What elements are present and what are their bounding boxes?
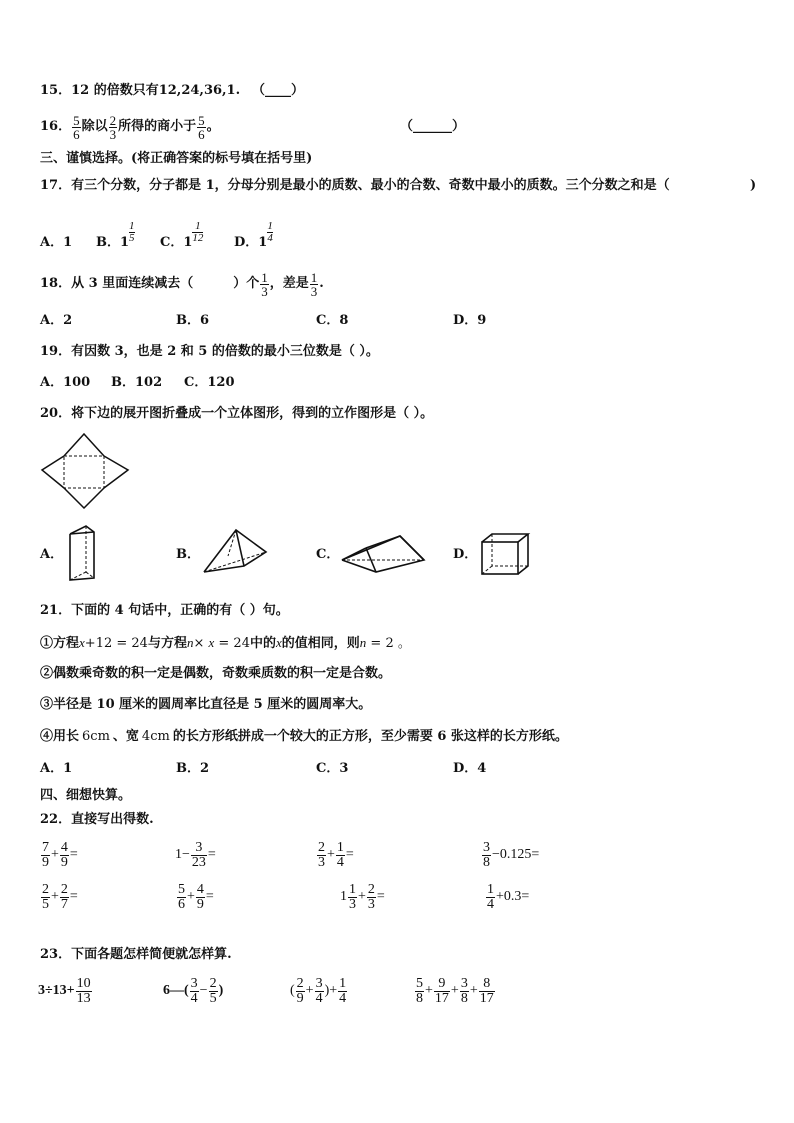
fraction: [260, 271, 269, 298]
question-number: 22．: [40, 812, 72, 827]
statement-text: 的长方形纸拼成一个较大的正方形，至少需要 6 张这样的长方形纸。: [172, 729, 568, 744]
option-c[interactable]: C．3: [316, 761, 349, 776]
expression[interactable]: [481, 836, 539, 874]
question-number: 17．: [40, 178, 72, 193]
fraction: [434, 977, 450, 1006]
operand: ): [218, 983, 224, 998]
whole-number: 1: [340, 889, 347, 904]
fraction: [191, 841, 207, 870]
question-text: .: [319, 276, 324, 291]
fraction: [338, 977, 347, 1006]
denominator: 4: [267, 232, 273, 244]
operator: ×: [193, 636, 209, 651]
equals: =: [531, 847, 540, 862]
numerator: 1: [339, 975, 347, 991]
section-heading: 三、谨慎选择。(将正确答案的标号填在括号里): [40, 151, 313, 166]
fraction: [190, 977, 199, 1006]
denominator: 4: [487, 896, 494, 912]
numerator: 1: [336, 839, 344, 855]
equals: =: [345, 847, 354, 862]
fraction: [348, 883, 357, 912]
denominator: 5: [129, 232, 135, 244]
equals: =: [207, 847, 216, 862]
operand: 1−: [175, 847, 190, 862]
numerator: 1: [310, 269, 318, 285]
statement-text: 、宽: [112, 729, 139, 744]
expression[interactable]: [40, 836, 78, 874]
question-text: ，差是: [269, 276, 309, 291]
numerator: 2: [209, 975, 217, 991]
statement-3: ③半径是 10 厘米的圆周率比直径是 5 厘米的圆周率大。: [40, 697, 372, 712]
fraction: [109, 114, 118, 141]
pyramid-icon[interactable]: [200, 526, 270, 576]
option-a[interactable]: A．1: [40, 761, 73, 776]
expression[interactable]: [485, 878, 529, 916]
question-18: [40, 268, 324, 300]
expression[interactable]: [316, 836, 354, 874]
question-text: 有三个分数，分子都是 1，分母分别是最小的质数、最小的合数、奇数中最小的质数。三个分数之和是（: [71, 178, 670, 193]
option-d-label[interactable]: D．: [453, 547, 478, 562]
operator: +: [327, 847, 335, 862]
option-a[interactable]: A．100: [40, 375, 91, 390]
denominator: 3: [109, 126, 117, 142]
question-text: 下面的 4 句话中，正确的有（ ）句。: [71, 603, 289, 618]
variable: n: [186, 635, 194, 650]
fraction: [177, 883, 186, 912]
option-label: B．: [96, 235, 120, 250]
question-text: 12 的倍数只有12,24,36,1.: [71, 83, 241, 98]
denominator: 3: [310, 283, 318, 299]
measure: 6cm: [82, 729, 110, 744]
denominator: 4: [190, 990, 198, 1006]
fraction: [41, 883, 50, 912]
numerator: 3: [315, 975, 323, 991]
answer-blank[interactable]: （______）: [400, 119, 466, 134]
equation: +12 = 24: [84, 636, 148, 651]
fraction: [460, 977, 469, 1006]
numerator: 2: [109, 112, 117, 128]
denominator: 4: [315, 990, 323, 1006]
numerator: 3: [190, 975, 198, 991]
fraction: [129, 221, 135, 244]
question-15: [40, 82, 305, 100]
operator: +: [51, 889, 59, 904]
question-16: [40, 112, 466, 142]
denominator: 3: [349, 896, 356, 912]
numerator: 4: [196, 881, 204, 897]
numerator: 2: [60, 881, 68, 897]
question-17: [40, 177, 670, 195]
denominator: 9: [60, 854, 68, 870]
statement-text: 中的: [249, 636, 276, 651]
fraction: [196, 883, 205, 912]
fraction: [415, 977, 424, 1006]
question-21: [40, 602, 289, 620]
fraction: [72, 114, 81, 141]
operator: +: [187, 889, 195, 904]
fraction: [76, 977, 92, 1006]
operand: )+: [324, 983, 338, 998]
equals: =: [521, 889, 530, 904]
option-label: A．: [40, 235, 64, 250]
statement-1: [40, 634, 411, 653]
question-text: 直接写出得数.: [71, 812, 154, 827]
question-19: [40, 343, 379, 361]
denominator: 3: [318, 854, 325, 870]
numerator: 2: [318, 839, 325, 855]
numerator: 2: [296, 975, 304, 991]
operator: +: [425, 983, 433, 998]
answer-blank[interactable]: （____）: [252, 83, 305, 98]
fraction: [367, 883, 376, 912]
operator: +: [450, 983, 459, 998]
variable: x: [275, 635, 282, 650]
question-23: [40, 946, 232, 964]
numerator: 10: [76, 975, 91, 991]
option-label: D．: [234, 235, 259, 250]
option-c[interactable]: C．120: [184, 375, 235, 390]
statement-4: [40, 728, 568, 746]
question-20: [40, 405, 433, 423]
option-d[interactable]: D．9: [453, 313, 487, 328]
denominator: 17: [434, 990, 449, 1006]
equals: =: [69, 889, 78, 904]
variable: n: [359, 635, 367, 650]
numerator: 2: [367, 881, 375, 897]
denominator: 4: [339, 990, 347, 1006]
fraction: [482, 841, 491, 870]
numerator: 3: [483, 839, 490, 855]
operand: 6—(: [163, 983, 189, 998]
statement-text: ④用长: [40, 729, 80, 744]
option-c-label[interactable]: C．: [316, 547, 340, 562]
fraction: [336, 841, 345, 870]
option-d[interactable]: D．4: [453, 761, 487, 776]
question-text: ）个: [233, 276, 260, 291]
option-c[interactable]: [160, 212, 203, 252]
denominator: 6: [198, 126, 205, 142]
statement-text: 的值相同，则: [281, 636, 360, 651]
question-text: 有因数 3，也是 2 和 5 的倍数的最小三位数是（ ）。: [71, 344, 379, 359]
fraction: [41, 841, 50, 870]
denominator: 6: [178, 896, 185, 912]
option-whole: 1: [120, 235, 130, 250]
numerator: 1: [261, 269, 268, 285]
question-number: 18．: [40, 276, 72, 291]
question-number: 16．: [40, 119, 72, 134]
close-paren: ): [750, 178, 757, 193]
numerator: 7: [42, 839, 49, 855]
operand: 3÷13+: [38, 983, 75, 998]
option-a[interactable]: A．2: [40, 313, 73, 328]
option-value: 1: [63, 235, 73, 250]
fraction: [479, 977, 495, 1006]
denominator: 8: [460, 990, 468, 1006]
question-text: 下面各题怎样简便就怎样算.: [71, 947, 232, 962]
fraction: [267, 221, 273, 244]
operand: (: [290, 983, 295, 998]
question-text: 除以: [81, 119, 108, 134]
numerator: 5: [178, 881, 185, 897]
expression[interactable]: [176, 878, 214, 916]
denominator: 13: [76, 990, 91, 1006]
section-heading: 四、细想快算。: [40, 788, 132, 803]
fraction: [197, 114, 206, 141]
fraction: [315, 977, 324, 1006]
numerator: 1: [195, 220, 201, 232]
operator: −: [199, 983, 208, 998]
statement-2: ②偶数乘奇数的积一定是偶数，奇数乘质数的积一定是合数。: [40, 666, 392, 681]
option-c[interactable]: C．8: [316, 313, 349, 328]
option-whole: 1: [183, 235, 193, 250]
expression[interactable]: [290, 972, 348, 1010]
operator: +: [305, 983, 314, 998]
denominator: 9: [196, 896, 204, 912]
denominator: 9: [296, 990, 304, 1006]
fraction: [310, 271, 319, 298]
numerator: 5: [73, 112, 80, 128]
numerator: 5: [198, 112, 205, 128]
operator: +0.3: [496, 889, 522, 904]
denominator: 7: [60, 896, 68, 912]
expression[interactable]: [414, 972, 496, 1010]
denominator: 9: [42, 854, 49, 870]
numerator: 1: [349, 881, 356, 897]
numerator: 1: [487, 881, 494, 897]
equals: =: [69, 847, 78, 862]
question-number: 20．: [40, 406, 72, 421]
equals: =: [376, 889, 385, 904]
fraction: [317, 841, 326, 870]
numerator: 3: [460, 975, 468, 991]
measure: 4cm: [141, 729, 170, 744]
operator: −0.125: [492, 847, 532, 862]
triangular-prism-icon[interactable]: [64, 522, 100, 584]
option-b[interactable]: [96, 212, 135, 252]
denominator: 5: [209, 990, 217, 1006]
variable: x: [79, 635, 85, 650]
equation: = 24: [214, 636, 250, 651]
denominator: 17: [479, 990, 494, 1006]
option-b-label[interactable]: B．: [176, 547, 200, 562]
fraction: [60, 841, 69, 870]
denominator: 8: [416, 990, 423, 1006]
equation: = 2 。: [366, 636, 411, 651]
denominator: 23: [191, 854, 206, 870]
operator: +: [51, 847, 59, 862]
option-label: C．: [160, 235, 184, 250]
fraction: [60, 883, 69, 912]
fraction: [486, 883, 495, 912]
expression[interactable]: [40, 878, 78, 916]
numerator: 8: [483, 975, 491, 991]
denominator: 12: [192, 232, 204, 244]
statement-text: ①方程: [40, 636, 80, 651]
question-number: 15．: [40, 83, 72, 98]
denominator: 5: [42, 896, 49, 912]
option-d[interactable]: [234, 212, 273, 252]
question-number: 23．: [40, 947, 72, 962]
option-a-label[interactable]: A．: [40, 547, 64, 562]
fraction: [296, 977, 305, 1006]
option-whole: 1: [258, 235, 268, 250]
numerator: 4: [60, 839, 68, 855]
equals: =: [205, 889, 214, 904]
question-text: 所得的商小于: [118, 119, 197, 134]
question-number: 21．: [40, 603, 72, 618]
operator: +: [469, 983, 478, 998]
question-22: [40, 811, 154, 829]
denominator: 3: [261, 283, 268, 299]
numerator: 3: [195, 839, 203, 855]
question-text: 。: [206, 119, 220, 134]
expression[interactable]: [175, 836, 216, 874]
expression[interactable]: [163, 972, 223, 1010]
expression[interactable]: [340, 878, 385, 916]
denominator: 6: [73, 126, 80, 142]
numerator: 2: [42, 881, 49, 897]
option-b[interactable]: B．2: [176, 761, 210, 776]
numerator: 9: [438, 975, 446, 991]
numerator: 5: [416, 975, 423, 991]
variable: x: [208, 635, 215, 650]
net-diagram: [40, 432, 130, 512]
numerator: 1: [129, 220, 135, 232]
expression[interactable]: [38, 972, 93, 1010]
option-b[interactable]: B．102: [111, 375, 163, 390]
triangular-prism-flat-icon[interactable]: [338, 530, 428, 576]
denominator: 8: [483, 854, 490, 870]
cube-icon[interactable]: [478, 530, 532, 578]
option-a[interactable]: [40, 234, 72, 252]
fraction: [209, 977, 218, 1006]
denominator: 4: [336, 854, 344, 870]
question-text: 将下边的展开图折叠成一个立体图形，得到的立作图形是（ ）。: [71, 406, 434, 421]
question-text: 从 3 里面连续减去（: [71, 276, 194, 291]
operator: +: [358, 889, 366, 904]
option-b[interactable]: B．6: [176, 313, 210, 328]
denominator: 3: [367, 896, 375, 912]
fraction: [192, 221, 203, 244]
numerator: 1: [267, 220, 273, 232]
question-number: 19．: [40, 344, 72, 359]
statement-text: 与方程: [147, 636, 187, 651]
